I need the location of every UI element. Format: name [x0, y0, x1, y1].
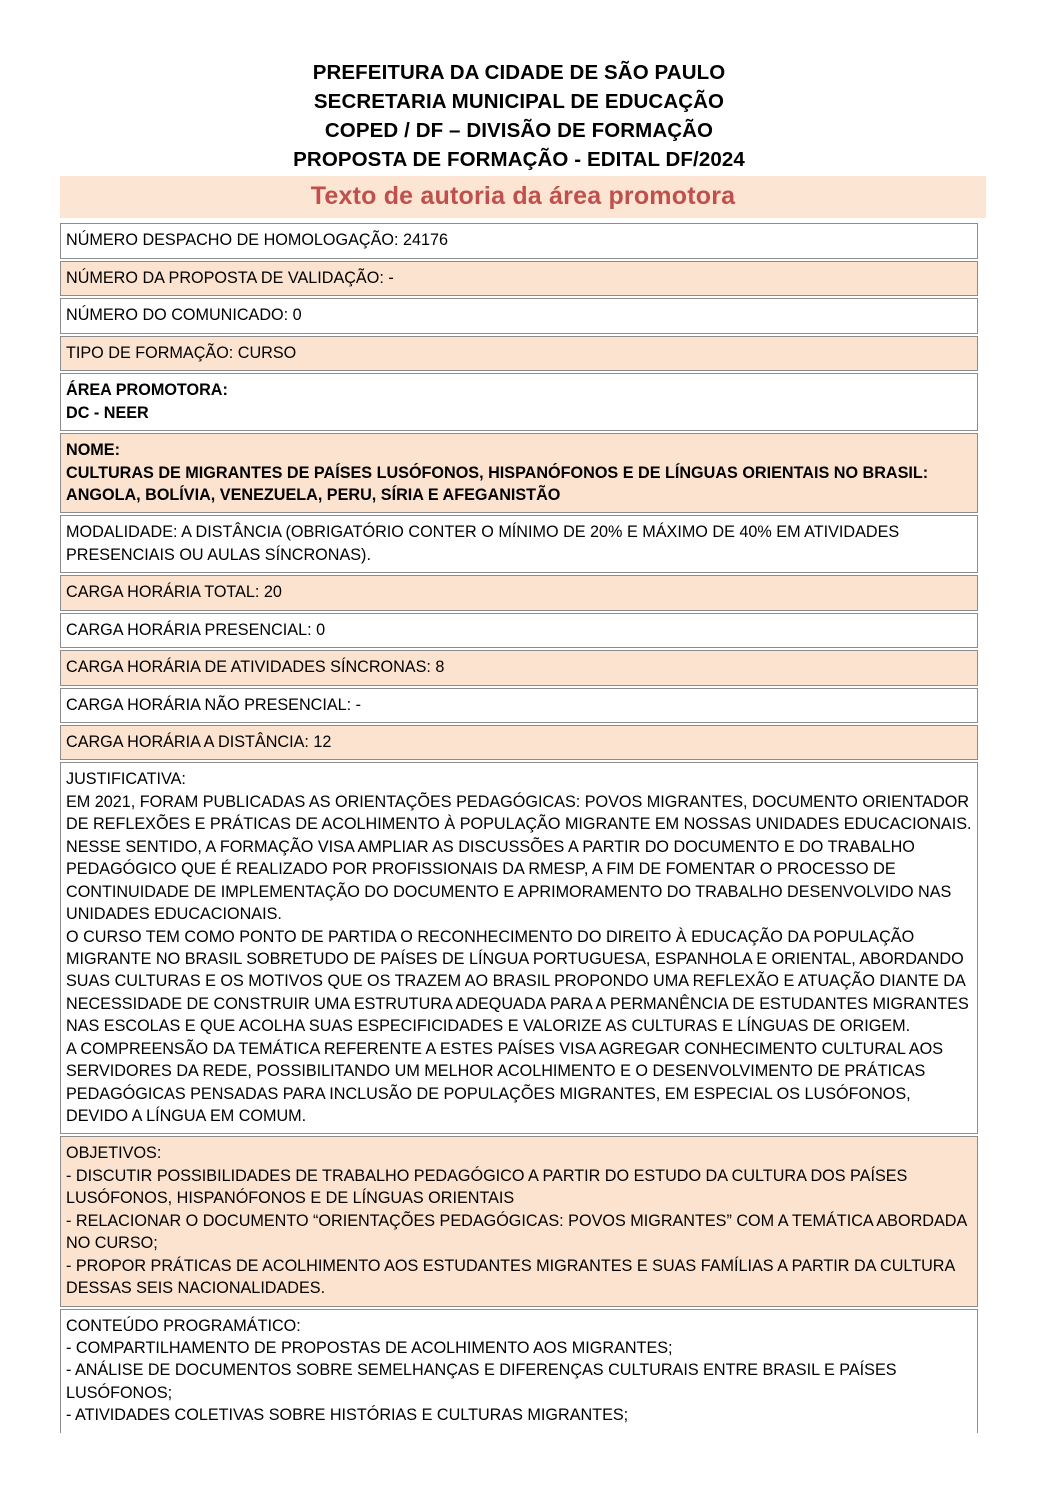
justificativa-paragraph-2: NESSE SENTIDO, A FORMAÇÃO VISA AMPLIAR AS DISCUSSÕES A PARTIR DO DOCUMENTO E DO TRABALHO PEDAGÓGICO QUE É REALIZADO POR PROFISSIONAIS DA RMESP, A FIM DE FOMENTAR O PROCESSO DE CONTINUIDADE DE IMPLEMENTAÇÃO DO DOCUMENTO E APRIMORAMENTO DO TRABALHO DESENVOLVIDO NAS UNIDADES EDUCACIONAIS. [66, 837, 952, 924]
table-row [60, 433, 978, 513]
field-carga-horaria-sincronas: CARGA HORÁRIA DE ATIVIDADES SÍNCRONAS: 8 [60, 650, 978, 685]
objetivos-label: OBJETIVOS: [66, 1144, 162, 1163]
table-row [60, 650, 978, 685]
conteudo-item-2: - ANÁLISE DE DOCUMENTOS SOBRE SEMELHANÇAS E DIFERENÇAS CULTURAIS ENTRE BRASIL E PAÍSES LUSÓFONOS; [66, 1361, 897, 1402]
page-title: Texto de autoria da área promotora [60, 176, 986, 218]
area-promotora-label: ÁREA PROMOTORA: [66, 381, 228, 400]
table-row [60, 575, 978, 610]
objetivos-item-3: - PROPOR PRÁTICAS DE ACOLHIMENTO AOS ESTUDANTES MIGRANTES E SUAS FAMÍLIAS A PARTIR DA CULTURA DESSAS SEIS NACIONALIDADES. [66, 1256, 955, 1298]
field-justificativa [60, 762, 978, 1134]
nome-label: NOME: [66, 441, 120, 460]
field-objetivos [60, 1136, 978, 1306]
justificativa-paragraph-4: A COMPREENSÃO DA TEMÁTICA REFERENTE A ESTES PAÍSES VISA AGREGAR CONHECIMENTO CULTURAL AOS SERVIDORES DA REDE, POSSIBILITANDO UM MELHOR ACOLHIMENTO E O DESENVOLVIMENTO DE PRÁTICAS PEDAGÓGICAS PENSADAS PARA INCLUSÃO DE POPULAÇÕES MIGRANTES, EM ESPECIAL OS LUSÓFONOS, DEVIDO A LÍNGUA EM COMUM. [66, 1039, 944, 1125]
nome-value-line-1: CULTURAS DE MIGRANTES DE PAÍSES LUSÓFONOS, HISPANÓFONOS E DE LÍNGUAS ORIENTAIS NO BRASIL: [66, 463, 929, 482]
field-modalidade: MODALIDADE: A DISTÂNCIA (OBRIGATÓRIO CONTER O MÍNIMO DE 20% E MÁXIMO DE 40% EM ATIVIDADES PRESENCIAIS OU AULAS SÍNCRONAS). [60, 515, 978, 573]
field-carga-horaria-nao-presencial: CARGA HORÁRIA NÃO PRESENCIAL: - [60, 688, 978, 723]
field-nome [60, 433, 978, 513]
field-proposta-validacao: NÚMERO DA PROPOSTA DE VALIDAÇÃO: - [60, 261, 978, 296]
table-row [60, 613, 978, 648]
field-carga-horaria-total: CARGA HORÁRIA TOTAL: 20 [60, 575, 978, 610]
conteudo-label: CONTEÚDO PROGRAMÁTICO: [66, 1316, 301, 1335]
header-line-prefeitura: PREFEITURA DA CIDADE DE SÃO PAULO [312, 61, 726, 84]
field-tipo-formacao: TIPO DE FORMAÇÃO: CURSO [60, 336, 978, 371]
field-comunicado: NÚMERO DO COMUNICADO: 0 [60, 298, 978, 333]
table-row [60, 515, 978, 573]
document-header [60, 58, 986, 174]
objetivos-item-2: - RELACIONAR O DOCUMENTO “ORIENTAÇÕES PEDAGÓGICAS: POVOS MIGRANTES” COM A TEMÁTICA ABORDADA NO CURSO; [66, 1211, 967, 1253]
field-carga-horaria-presencial: CARGA HORÁRIA PRESENCIAL: 0 [60, 613, 978, 648]
field-area-promotora [60, 373, 978, 431]
nome-value-line-2: ANGOLA, BOLÍVIA, VENEZUELA, PERU, SÍRIA E AFEGANISTÃO [66, 485, 561, 504]
conteudo-item-3: - ATIVIDADES COLETIVAS SOBRE HISTÓRIAS E CULTURAS MIGRANTES; [66, 1406, 629, 1425]
table-row [60, 725, 978, 760]
table-row [60, 223, 978, 258]
justificativa-paragraph-1: EM 2021, FORAM PUBLICADAS AS ORIENTAÇÕES PEDAGÓGICAS: POVOS MIGRANTES, DOCUMENTO ORIENTADOR DE REFLEXÕES E PRÁTICAS DE ACOLHIMENTO À POPULAÇÃO MIGRANTE EM NOSSAS UNIDADES EDUCACIONAIS. [66, 792, 972, 834]
table-row [60, 1309, 978, 1433]
field-despacho-homologacao: NÚMERO DESPACHO DE HOMOLOGAÇÃO: 24176 [60, 223, 978, 258]
table-row [60, 298, 978, 333]
objetivos-item-1: - DISCUTIR POSSIBILIDADES DE TRABALHO PEDAGÓGICO A PARTIR DO ESTUDO DA CULTURA DOS PAÍSES LUSÓFONOS, HISPANÓFONOS E DE LÍNGUAS ORIENTAIS [66, 1166, 908, 1208]
conteudo-item-1: - COMPARTILHAMENTO DE PROPOSTAS DE ACOLHIMENTO AOS MIGRANTES; [66, 1338, 673, 1357]
justificativa-paragraph-3: O CURSO TEM COMO PONTO DE PARTIDA O RECONHECIMENTO DO DIREITO À EDUCAÇÃO DA POPULAÇÃO MIGRANTE NO BRASIL SOBRETUDO DE PAÍSES DE LÍNGUA PORTUGUESA, ESPANHOLA E ORIENTAL, ABORDANDO SUAS CULTURAS E OS MOTIVOS QUE OS TRAZEM AO BRASIL PROPONDO UMA REFLEXÃO E ATUAÇÃO DIANTE DA NECESSIDADE DE CONSTRUIR UMA ESTRUTURA ADEQUADA PARA A PERMANÊNCIA DE ESTUDANTES MIGRANTES NAS ESCOLAS E QUE ACOLHA SUAS ESPECIFICIDADES E VALORIZE AS CULTURAS E LÍNGUAS DE ORIGEM. [66, 927, 969, 1036]
field-carga-horaria-distancia: CARGA HORÁRIA A DISTÂNCIA: 12 [60, 725, 978, 760]
header-line-proposta: PROPOSTA DE FORMAÇÃO - EDITAL DF/2024 [293, 148, 745, 172]
area-promotora-value: DC - NEER [66, 403, 149, 422]
table-row [60, 762, 978, 1134]
table-row [60, 336, 978, 371]
table-row [60, 1136, 978, 1306]
table-row [60, 261, 978, 296]
table-row [60, 688, 978, 723]
table-row [60, 373, 978, 431]
header-line-secretaria: SECRETARIA MUNICIPAL DE EDUCAÇÃO [313, 90, 725, 114]
justificativa-label: JUSTIFICATIVA: [66, 770, 186, 789]
header-line-coped: COPED / DF – DIVISÃO DE FORMAÇÃO [324, 119, 714, 143]
proposal-form-table [60, 221, 978, 1434]
field-conteudo-programatico [60, 1309, 978, 1433]
